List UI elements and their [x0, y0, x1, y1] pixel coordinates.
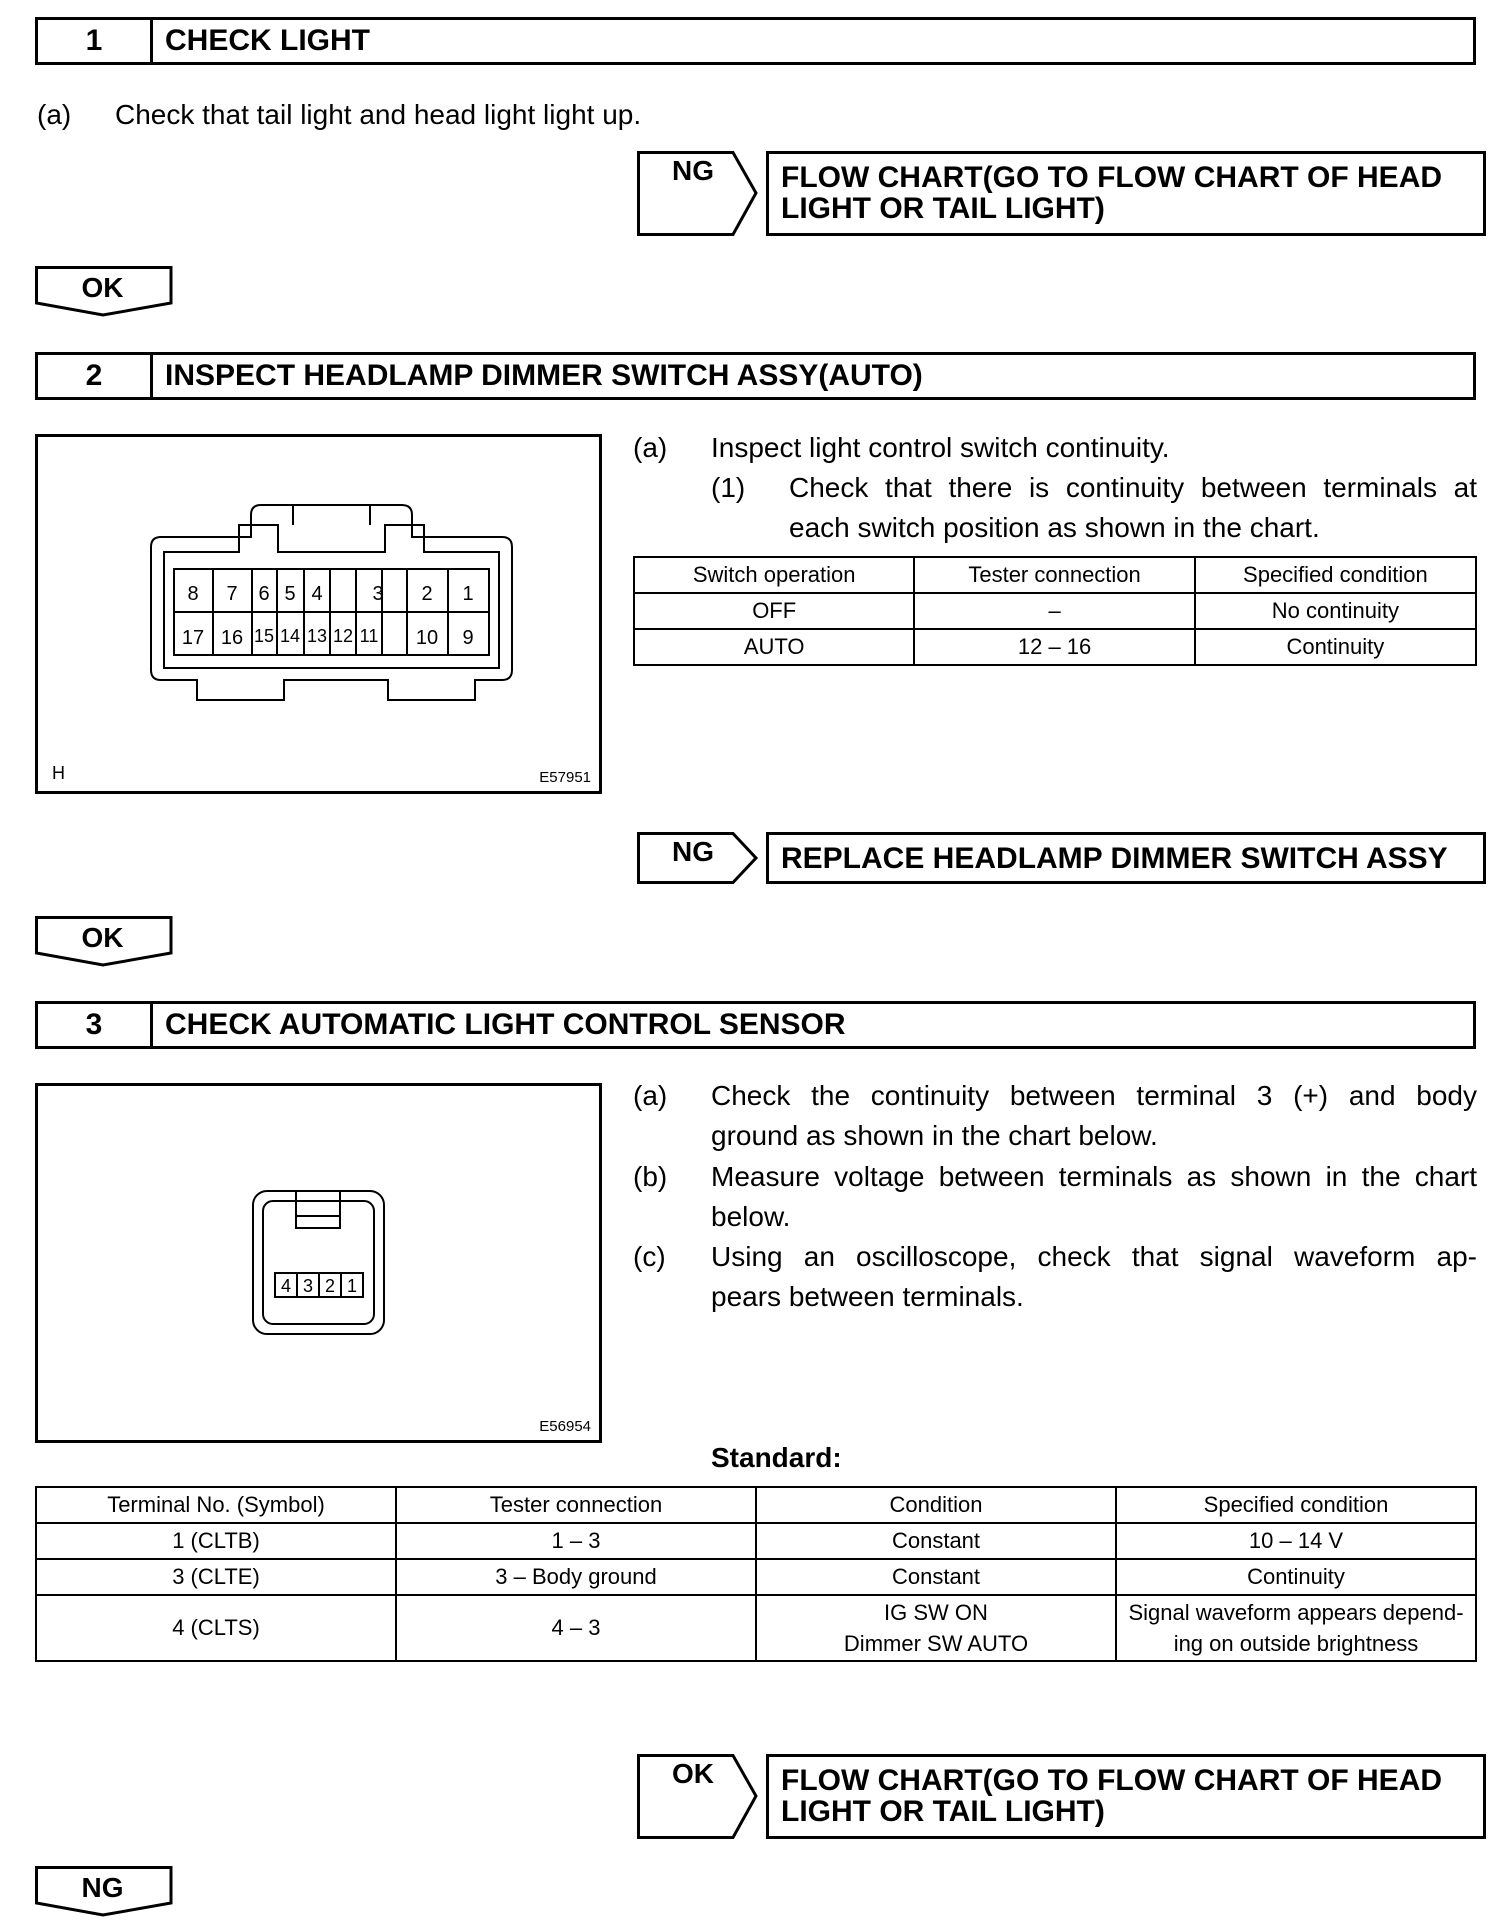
table-row: [36, 1523, 1476, 1559]
step3-item-c-line2: pears between terminals.: [711, 1281, 1024, 1312]
light-sensor-connector-figure: [35, 1083, 602, 1443]
step1-header: [35, 17, 1476, 65]
table-row: [36, 1595, 1476, 1661]
step3-item-a-line1: Check the continuity between terminal 3 (+) and body: [711, 1080, 1477, 1111]
table-cell: OFF: [634, 593, 914, 629]
step2-number: 2: [38, 355, 153, 397]
pin-label: 1: [462, 583, 474, 605]
step1-ok-label: OK: [81, 272, 124, 303]
table-cell: AUTO: [634, 629, 914, 665]
table-cell: 12 – 16: [914, 629, 1194, 665]
step3-item-c-label: (c): [633, 1241, 666, 1272]
step3-title: CHECK AUTOMATIC LIGHT CONTROL SENSOR: [165, 1008, 846, 1041]
table-cell: [1116, 1595, 1476, 1661]
standard-label: Standard:: [711, 1442, 842, 1473]
table-cell: Continuity: [1195, 629, 1476, 665]
table-cell: Constant: [756, 1559, 1116, 1595]
table-header-row: [634, 557, 1476, 593]
step2-header: [35, 352, 1476, 400]
step2-ok-flag: [35, 916, 173, 973]
step3-ok-result: [637, 1754, 1486, 1839]
table-row: [36, 1559, 1476, 1595]
table-cell: Constant: [756, 1523, 1116, 1559]
table-header-cell: Condition: [756, 1487, 1116, 1523]
step3-item-b-line2: below.: [711, 1201, 791, 1232]
table-header-cell: Specified condition: [1195, 557, 1476, 593]
table-cell: 1 (CLTB): [36, 1523, 396, 1559]
figure-corner-label: H: [52, 763, 65, 783]
step2-item-a-text: Inspect light control switch continuity.: [711, 432, 1170, 463]
sensor-standard-table: [35, 1486, 1477, 1662]
step2-title: INSPECT HEADLAMP DIMMER SWITCH ASSY(AUTO): [165, 359, 923, 392]
figure-code: E57951: [539, 769, 591, 786]
pin-label: 3: [372, 583, 384, 605]
step1-ng-label: NG: [672, 155, 714, 186]
dimmer-switch-connector-figure: [35, 434, 602, 794]
pin-label: 8: [187, 583, 199, 605]
step1-ok-flag: [35, 266, 173, 323]
step3-item-a-label: (a): [633, 1080, 668, 1111]
pin-label: 5: [284, 583, 296, 605]
table-header-cell: Tester connection: [396, 1487, 756, 1523]
table-cell: 1 – 3: [396, 1523, 756, 1559]
switch-continuity-table: [633, 556, 1477, 666]
table-cell: [756, 1595, 1116, 1661]
table-cell: 3 – Body ground: [396, 1559, 756, 1595]
step1-number: 1: [38, 20, 153, 62]
step1-item-a-text: Check that tail light and head light light up.: [115, 99, 642, 130]
table-cell: 4 – 3: [396, 1595, 756, 1661]
table-header-cell: Tester connection: [914, 557, 1194, 593]
step2-ok-label: OK: [81, 922, 124, 953]
step3-item-a-line2: ground as shown in the chart below.: [711, 1120, 1158, 1151]
table-cell: 3 (CLTE): [36, 1559, 396, 1595]
table-cell: Continuity: [1116, 1559, 1476, 1595]
pin-label: 9: [462, 627, 474, 649]
step2-item-a-label: (a): [633, 432, 668, 463]
step2-ng-label: NG: [672, 836, 714, 867]
step1-title: CHECK LIGHT: [165, 24, 370, 57]
table-row: [634, 629, 1476, 665]
step3-item-c-line1: Using an oscilloscope, check that signal waveform ap-: [711, 1241, 1477, 1272]
step3-ng-flag: [35, 1866, 173, 1923]
table-cell: 4 (CLTS): [36, 1595, 396, 1661]
pin-label: 2: [324, 1276, 336, 1296]
step2-item-1-line1: Check that there is continuity between terminals at: [789, 472, 1477, 503]
step3-ng-label: NG: [81, 1872, 124, 1903]
pin-label: 1: [346, 1276, 358, 1296]
step1-ng-result: [637, 151, 1486, 236]
step1-item-a-label: (a): [37, 99, 72, 130]
step1-ng-result-line2: LIGHT OR TAIL LIGHT): [781, 192, 1105, 225]
table-cell-line: IG SW ON: [884, 1600, 988, 1625]
step3-header: [35, 1001, 1476, 1049]
step3-item-b-line1: Measure voltage between terminals as shown in the chart: [711, 1161, 1477, 1192]
table-header-row: [36, 1487, 1476, 1523]
table-header-cell: Terminal No. (Symbol): [36, 1487, 396, 1523]
pin-label: 16: [220, 627, 244, 649]
step2-ng-result-text: REPLACE HEADLAMP DIMMER SWITCH ASSY: [781, 842, 1448, 875]
step2-ng-result: [637, 832, 1486, 917]
table-cell-line: Signal waveform appears depend-: [1128, 1600, 1464, 1625]
pin-label: 11: [359, 626, 379, 646]
dimmer-connector-drawing: [38, 437, 599, 791]
step2-ng-result-box: [766, 832, 1486, 884]
table-cell-line: Dimmer SW AUTO: [843, 1631, 1029, 1656]
pin-label: 12: [332, 626, 354, 646]
pin-label: 10: [415, 627, 439, 649]
step3-ok-result-line2: LIGHT OR TAIL LIGHT): [781, 1795, 1105, 1828]
table-row: [634, 593, 1476, 629]
step3-ok-label: OK: [672, 1758, 714, 1789]
table-header-cell: Switch operation: [634, 557, 914, 593]
pin-label: 6: [258, 583, 270, 605]
figure-code: E56954: [539, 1418, 591, 1435]
pin-label: 4: [280, 1276, 292, 1296]
pin-label: 7: [226, 583, 238, 605]
sensor-connector-drawing: [38, 1086, 599, 1440]
table-header-cell: Specified condition: [1116, 1487, 1476, 1523]
table-cell-line: ing on outside brightness: [1173, 1631, 1419, 1656]
step2-item-1-label: (1): [711, 472, 746, 503]
pin-label: 2: [421, 583, 433, 605]
step3-ok-result-line1: FLOW CHART(GO TO FLOW CHART OF HEAD: [781, 1764, 1443, 1797]
step2-item-1-line2: each switch position as shown in the chart.: [789, 512, 1320, 543]
table-cell: 10 – 14 V: [1116, 1523, 1476, 1559]
step3-item-b-label: (b): [633, 1161, 668, 1192]
step1-ng-result-box: [766, 151, 1486, 236]
step3-number: 3: [38, 1004, 153, 1046]
step3-ok-result-box: [766, 1754, 1486, 1839]
pin-label: 13: [306, 626, 328, 646]
table-cell: –: [914, 593, 1194, 629]
pin-label: 4: [311, 583, 323, 605]
pin-label: 17: [181, 627, 205, 649]
step1-ng-result-line1: FLOW CHART(GO TO FLOW CHART OF HEAD: [781, 161, 1443, 194]
table-cell: No continuity: [1195, 593, 1476, 629]
pin-label: 15: [253, 626, 275, 646]
pin-label: 14: [279, 626, 301, 646]
pin-label: 3: [302, 1276, 314, 1296]
